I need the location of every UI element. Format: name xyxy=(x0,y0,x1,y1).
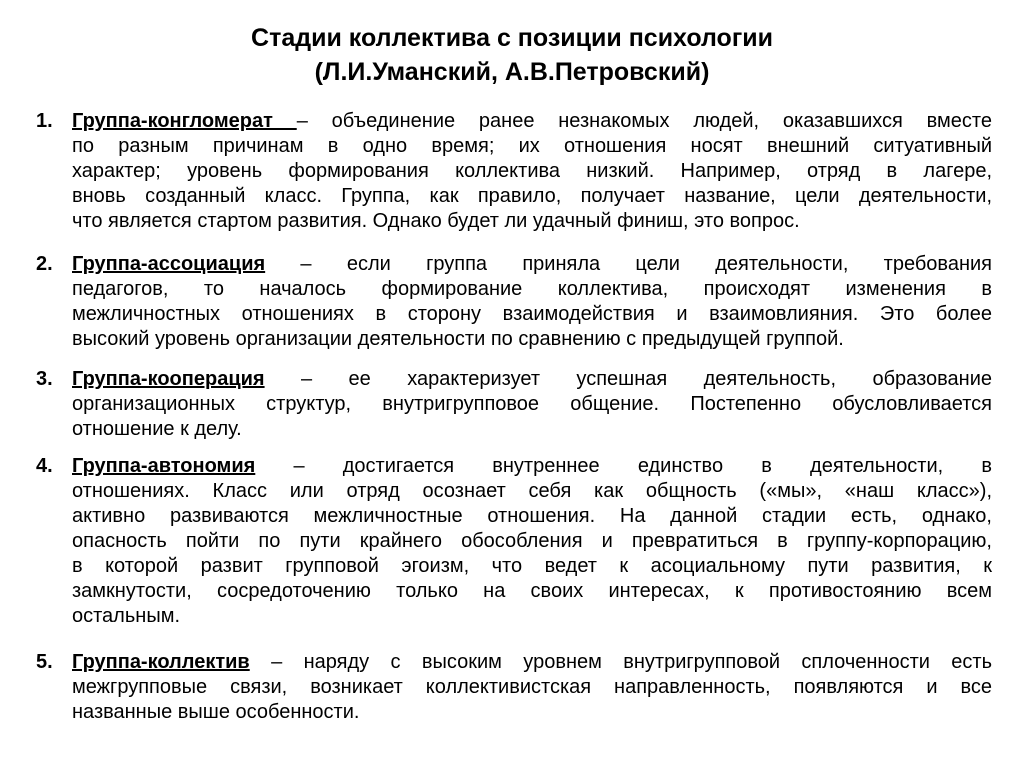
line-text: высокий уровень организации деятельности по сравнению с предыдущей группой. xyxy=(72,328,844,350)
text-line xyxy=(72,109,992,134)
line-text: отношение к делу. xyxy=(72,418,242,440)
line-text: активно развиваются межличностные отношения. На данной стадии есть, однако, xyxy=(72,505,992,527)
item-text xyxy=(72,367,992,442)
text-line xyxy=(72,604,992,629)
text-line xyxy=(72,454,992,479)
line-text: что является стартом развития. Однако будет ли удачный финиш, это вопрос. xyxy=(72,210,800,232)
text-line xyxy=(72,529,992,554)
line-text: по разным причинам в одно время; их отношения носят внешний ситуативный xyxy=(72,135,992,157)
slide-title-line1: Стадии коллектива с позиции психологии xyxy=(251,24,773,52)
text-line xyxy=(72,159,992,184)
line-text: названные выше особенности. xyxy=(72,701,360,723)
line-text: – ее характеризует успешная деятельность, образование xyxy=(264,368,992,390)
text-line xyxy=(72,579,992,604)
text-line xyxy=(72,650,992,675)
line-text: – достигается внутреннее единство в деятельности, в xyxy=(255,455,992,477)
text-line xyxy=(72,134,992,159)
line-text: характер; уровень формирования коллектива низкий. Например, отряд в лагере, xyxy=(72,160,992,182)
text-line xyxy=(72,184,992,209)
line-text: вновь созданный класс. Группа, как правило, получает название, цели деятельности, xyxy=(72,185,992,207)
line-text: отношениях. Класс или отряд осознает себя как общность («мы», «наш класс»), xyxy=(72,480,992,502)
item-number: 4. xyxy=(36,455,53,477)
item-text xyxy=(72,252,992,352)
text-line xyxy=(72,367,992,392)
line-text: опасность пойти по пути крайнего обособления и превратиться в группу-корпорацию, xyxy=(72,530,992,552)
line-text: межгрупповые связи, возникает коллективистская направленность, появляются и все xyxy=(72,676,992,698)
line-text: в которой развит групповой эгоизм, что ведет к асоциальному пути развития, к xyxy=(72,555,992,577)
slide-title-line2: (Л.И.Уманский, А.В.Петровский) xyxy=(314,58,710,86)
line-text: замкнутости, сосредоточению только на своих интересах, к противостоянию всем xyxy=(72,580,992,602)
item-number: 3. xyxy=(36,368,53,390)
item-number: 2. xyxy=(36,253,53,275)
line-text: организационных структур, внутригрупповое общение. Постепенно обусловливается xyxy=(72,393,992,415)
line-text: межличностных отношениях в сторону взаимодействия и взаимовлияния. Это более xyxy=(72,303,992,325)
text-line xyxy=(72,417,992,442)
item-text xyxy=(72,454,992,629)
line-text: – наряду с высоким уровнем внутригрупповой сплоченности есть xyxy=(249,651,992,673)
stage-term: Группа-кооперация xyxy=(72,368,265,390)
text-line xyxy=(72,675,992,700)
item-number: 5. xyxy=(36,651,53,673)
text-line xyxy=(72,252,992,277)
item-text xyxy=(72,650,992,725)
item-text xyxy=(72,109,992,234)
text-line xyxy=(72,504,992,529)
text-line xyxy=(72,277,992,302)
text-line xyxy=(72,479,992,504)
stage-term: Группа-коллектив xyxy=(72,651,250,673)
line-text: педагогов, то началось формирование коллектива, происходят изменения в xyxy=(72,278,992,300)
text-line xyxy=(72,392,992,417)
text-line xyxy=(72,209,992,234)
line-text: – если группа приняла цели деятельности, требования xyxy=(265,253,992,275)
text-line xyxy=(72,554,992,579)
text-line xyxy=(72,700,992,725)
line-text: – объединение ранее незнакомых людей, оказавшихся вместе xyxy=(296,110,992,132)
text-line xyxy=(72,327,992,352)
line-text: остальным. xyxy=(72,605,180,627)
stage-term: Группа-ассоциация xyxy=(72,253,266,275)
item-number: 1. xyxy=(36,110,53,132)
text-line xyxy=(72,302,992,327)
stage-term: Группа-конгломерат xyxy=(72,110,297,132)
stage-term: Группа-автономия xyxy=(72,455,256,477)
